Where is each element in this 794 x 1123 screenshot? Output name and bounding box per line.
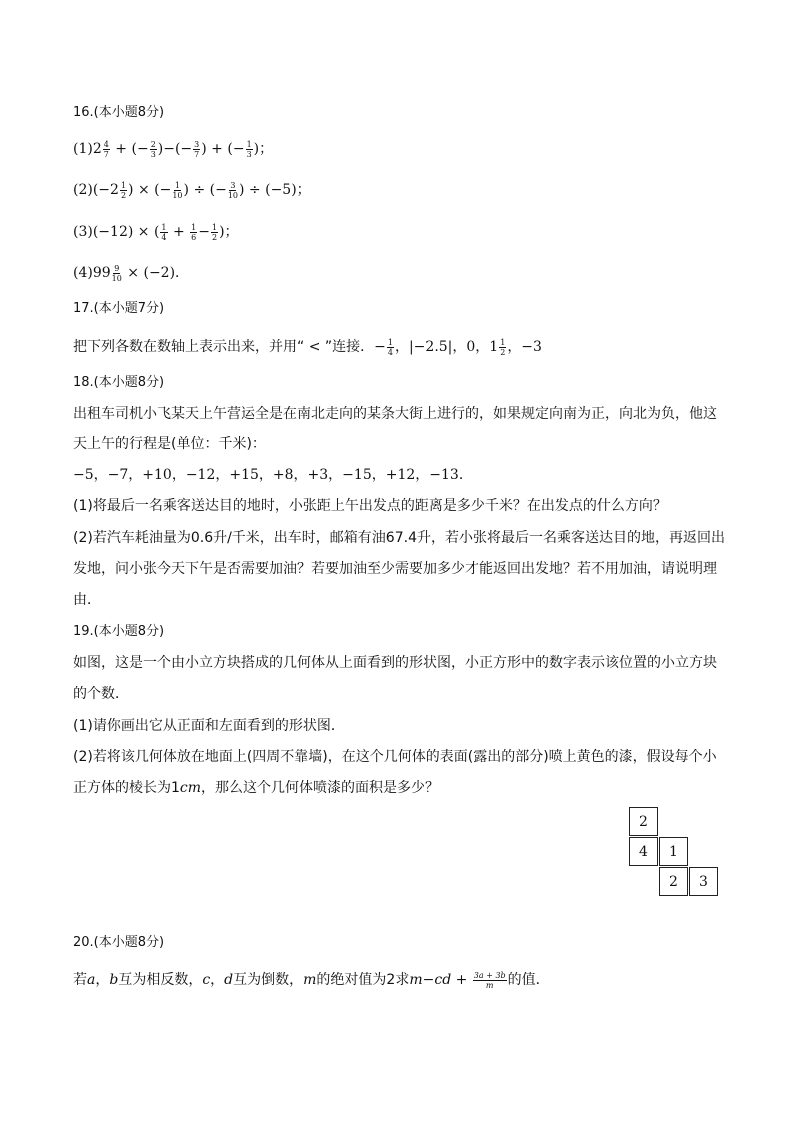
q18-line2: 天上午的行程是(单位：千米)：: [73, 436, 266, 452]
q16-part4: (4)99 $\frac{9}{10}$ × (−2)．: [73, 263, 190, 283]
grid-cell: 3: [689, 867, 718, 896]
q16-part1: (1)2 $\frac{4}{7}$ + (− $\frac{2}{3}$ )−(− $\frac{3}{7}$ ) + (− $\frac{1}{3}$ )；: [73, 139, 274, 159]
q18-heading: 18.(本小题8分): [73, 375, 165, 390]
q17-text: 把下列各数在数轴上表示出来，并用“ < ”连接．− $\frac{1}{4}$ ，|−2.5|，0，1 $\frac{1}{2}$ ，−3: [73, 337, 542, 357]
q18-part2-line1: (2)若汽车耗油量为0.6升/千米，出车时，邮箱有油67.4升，若小张将最后一名乘客送达目的地，再返回出: [73, 530, 725, 546]
grid-cell: 2: [659, 867, 688, 896]
q19-heading: 19.(本小题8分): [73, 624, 165, 639]
q20-text: 若a，b互为相反数，c，d互为倒数，m的绝对值为2求m−cd + $\frac{3a + 3b}{m}$ 的值．: [73, 970, 550, 990]
q18-part1: (1)将最后一名乘客送达目的地时，小张距上午出发点的距离是多少千米？在出发点的什么方向？: [73, 498, 667, 514]
grid-cell: 2: [629, 807, 658, 836]
q18-distances: −5，−7，+10，−12，+15，+8，+3，−15，+12，−13．: [73, 467, 473, 483]
q20-heading: 20.(本小题8分): [73, 935, 165, 950]
q19-line1: 如图，这是一个由小立方块搭成的几何体从上面看到的形状图，小正方形中的数字表示该位置的小立方块: [73, 655, 717, 671]
q19-part2-line1: (2)若将该几何体放在地面上(四周不靠墙)，在这个几何体的表面(露出的部分)喷上黄色的漆，假设每个小: [73, 749, 717, 765]
q18-line1: 出租车司机小飞某天上午营运全是在南北走向的某条大街上进行的，如果规定向南为正，向北为负，他这: [73, 406, 717, 422]
grid-cell: 1: [659, 837, 688, 866]
q16-part3: (3)(−12) × ( $\frac{1}{4}$ + $\frac{1}{6}$ − $\frac{1}{2}$ )；: [73, 222, 239, 242]
q19-part1: (1)请你画出它从正面和左面看到的形状图．: [73, 718, 345, 734]
grid-cell: 4: [629, 837, 658, 866]
q19-line2: 的个数．: [73, 686, 129, 702]
q16-heading: 16.(本小题8分): [73, 105, 165, 120]
q19-part2-line2: 正方体的棱长为1cm，那么这个几何体喷漆的面积是多少？: [73, 780, 440, 796]
q18-part2-line2: 发地，问小张今天下午是否需要加油？若要加油至少需要加多少才能返回出发地？若不用加油，请说明理: [73, 561, 717, 577]
q16-part2: (2)(−2 $\frac{1}{2}$ ) × (− $\frac{1}{10}$ ) ÷ (− $\frac{3}{10}$ ) ÷ (−5)；: [73, 180, 311, 200]
q17-heading: 17.(本小题7分): [73, 301, 165, 316]
q18-part2-line3: 由．: [73, 592, 101, 608]
